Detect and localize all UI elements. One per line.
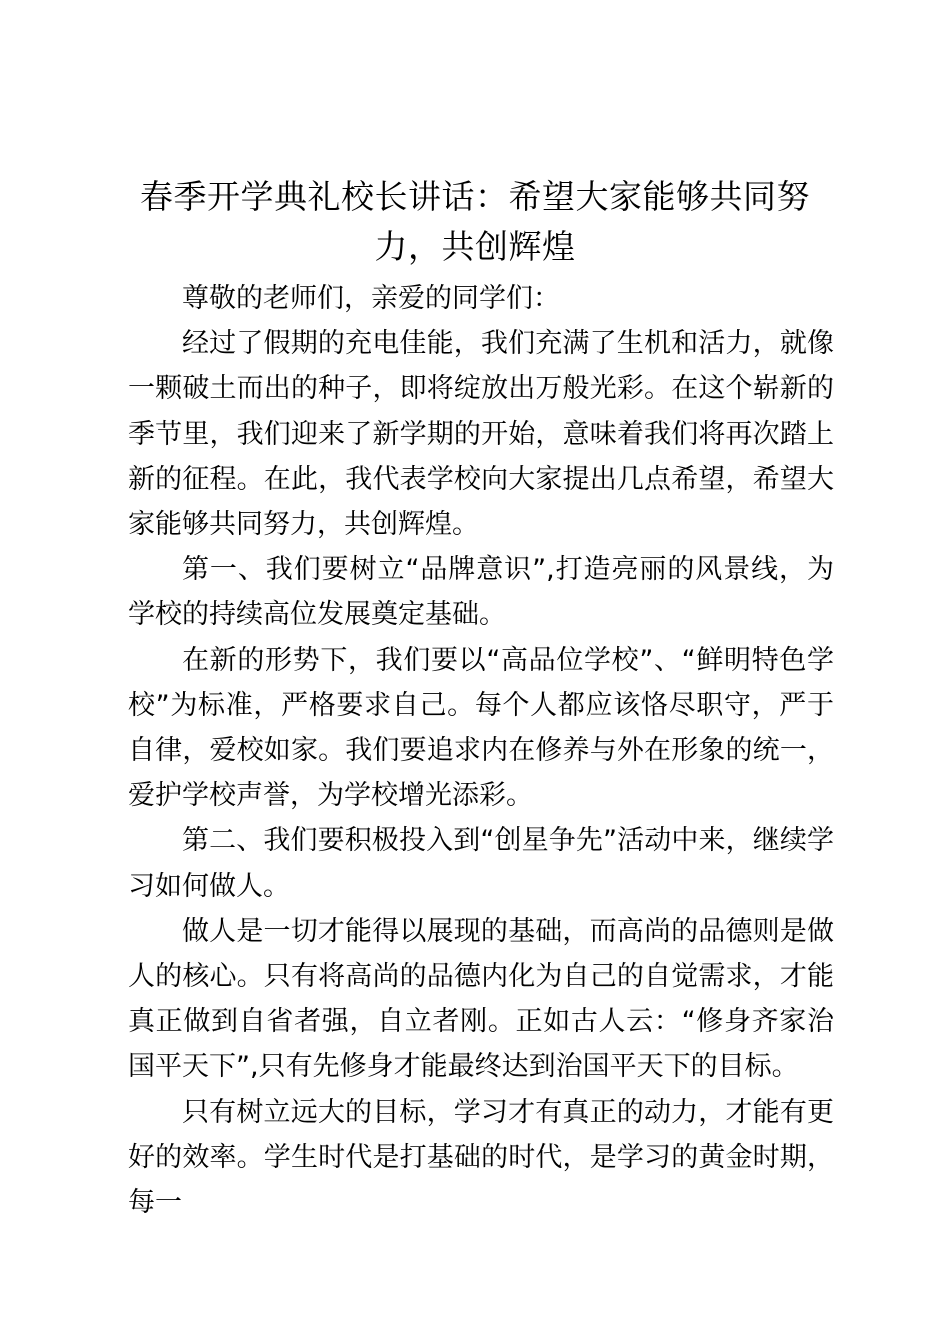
document-body: [128, 276, 834, 1225]
paragraph-goals: 只有树立远大的目标，学习才有真正的动力，才能有更好的效率。学生时代是打基础的时代，是学习的黄金时期，每一: [128, 1096, 834, 1219]
paragraph-point-one: 第一、我们要树立“品牌意识”,打造亮丽的风景线，为学校的持续高位发展奠定基础。: [128, 554, 834, 631]
document-title: 春季开学典礼校长讲话：希望大家能够共同努力，共创辉煌: [140, 177, 810, 266]
paragraph-point-one-detail: 在新的形势下，我们要以“高品位学校”、“鲜明特色学校”为标准，严格要求自己。每个人都应该恪尽职守，严于自律，爱校如家。我们要追求内在修养与外在形象的统一，爱护学校声誉，为学校增光添彩。: [128, 644, 834, 812]
paragraph-intro: 经过了假期的充电佳能，我们充满了生机和活力，就像一颗破土而出的种子，即将绽放出万般光彩。在这个崭新的季节里，我们迎来了新学期的开始，意味着我们将再次踏上新的征程。在此，我代表学校向大家提出几点希望，希望大家能够共同努力，共创辉煌。: [128, 328, 834, 541]
paragraph-salutation: 尊敬的老师们，亲爱的同学们：: [182, 283, 560, 314]
paragraph-point-two-detail: 做人是一切才能得以展现的基础，而高尚的品德则是做人的核心。只有将高尚的品德内化为自己的自觉需求，才能真正做到自省者强，自立者刚。正如古人云：“修身齐家治国平天下”,只有先修身才能最终达到治国平天下的目标。: [128, 915, 834, 1083]
paragraph-point-two: 第二、我们要积极投入到“创星争先”活动中来，继续学习如何做人。: [128, 825, 834, 902]
